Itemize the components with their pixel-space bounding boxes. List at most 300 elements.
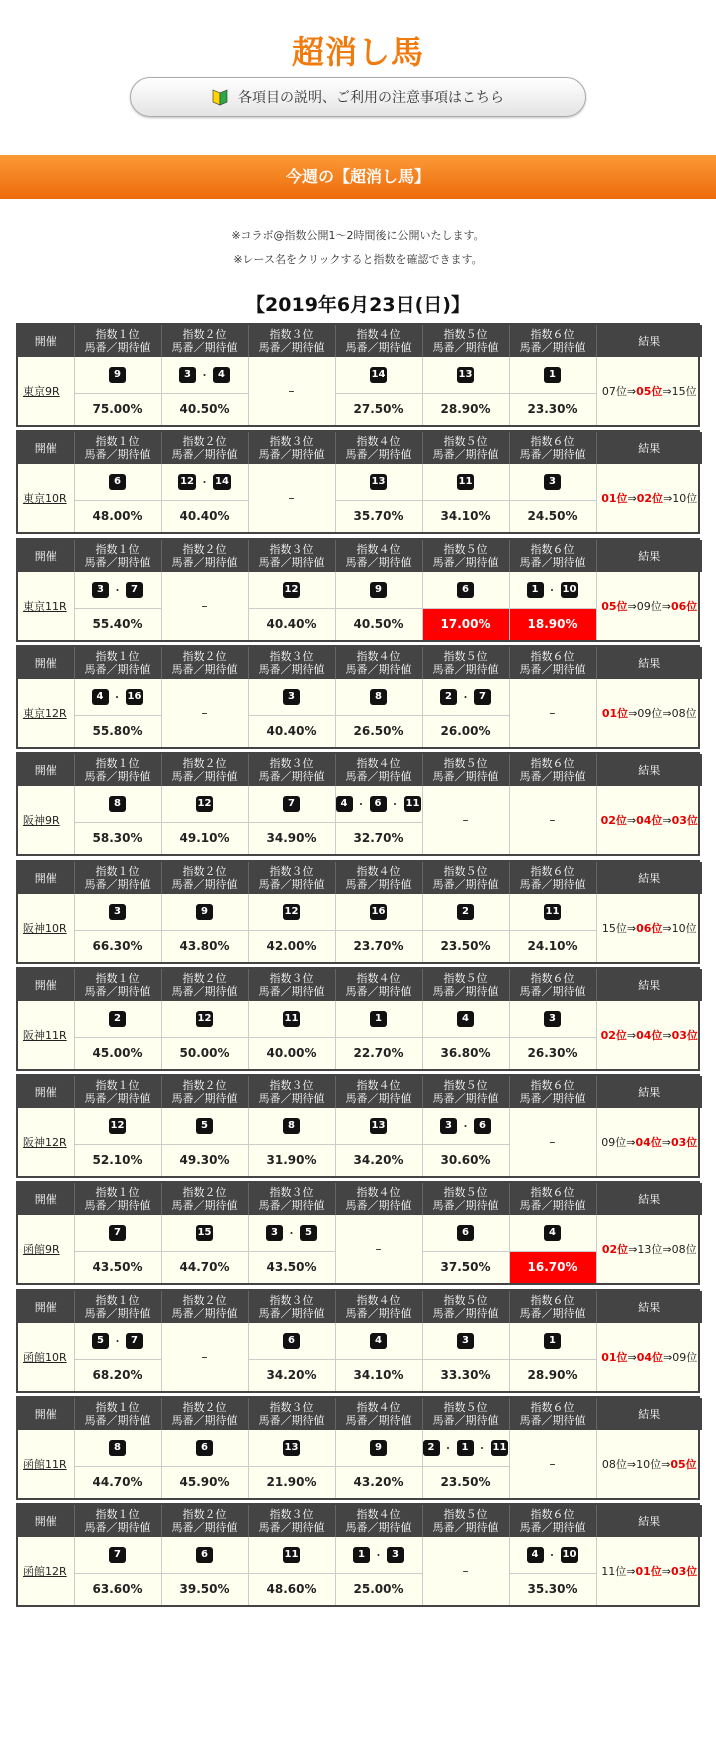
venue-cell [18,464,74,532]
header-rank-2 [161,325,248,357]
horse-number-badge: 6 [283,1333,300,1349]
header-rank-6 [509,862,596,894]
expected-value-cell: 39.50% [161,1573,248,1605]
horse-numbers-cell [248,1537,335,1573]
header-rank-sub: 馬番／期待値 [519,985,586,998]
header-rank-label: 指数３位 [269,650,314,663]
separator: ・ [460,690,471,704]
result-rank-highlight: 04位 [636,1029,663,1042]
race-link[interactable]: 阪神10R [23,922,67,935]
numbers-row [18,894,702,930]
horse-numbers-cell [248,679,335,715]
site-logo[interactable]: 超消し馬 [291,33,424,71]
result-text: 07位 [601,385,627,398]
expected-value-cell: 35.30% [509,1573,596,1605]
horse-number-badge: 3 [457,1333,474,1349]
race-table [16,752,700,856]
expected-value-cell: 34.20% [335,1144,422,1176]
header-rank-sub: 馬番／期待値 [432,1092,499,1105]
horse-number-badge: 12 [196,796,214,812]
header-rank-sub: 馬番／期待値 [84,341,151,354]
header-rank-4 [335,540,422,572]
race-link[interactable]: 東京9R [23,385,60,398]
expected-value-cell: 26.30% [509,1037,596,1069]
header-rank-5 [422,1183,509,1215]
horse-numbers-cell [509,894,596,930]
horse-numbers-cell [161,1215,248,1251]
result-rank-highlight: 06位 [636,922,663,935]
header-rank-6 [509,1076,596,1108]
header-rank-4 [335,432,422,464]
horse-number-badge: 4 [370,1333,387,1349]
expected-value-cell: 17.00% [422,608,509,640]
expected-value-cell: 23.50% [422,930,509,962]
expected-value-cell: 40.40% [248,715,335,747]
horse-numbers-cell [74,464,161,500]
header-rank-label: 指数４位 [356,757,401,770]
header-rank-2 [161,432,248,464]
empty-cell: – [422,1537,509,1605]
header-rank-label: 指数５位 [443,543,488,556]
race-link[interactable]: 東京12R [23,707,67,720]
result-text: ⇒ [626,385,637,398]
header-rank-sub: 馬番／期待値 [171,1521,238,1534]
header-rank-3 [248,1505,335,1537]
horse-number-badge: 8 [370,689,387,705]
header-rank-label: 指数１位 [95,1401,140,1414]
result-rank-highlight: 05位 [601,600,628,613]
empty-cell: – [161,1323,248,1391]
header-rank-label: 指数３位 [269,1401,314,1414]
result-cell [596,679,702,747]
horse-number-badge: 13 [370,474,388,490]
horse-numbers-cell [248,1323,335,1359]
result-rank-highlight: 01位 [635,1565,662,1578]
header-rank-label: 指数１位 [95,1079,140,1092]
header-rank-label: 指数５位 [443,1508,488,1521]
venue-cell [18,679,74,747]
header-rank-sub: 馬番／期待値 [432,448,499,461]
expected-value-cell: 36.80% [422,1037,509,1069]
header-rank-sub: 馬番／期待値 [171,1199,238,1212]
header-rank-label: 指数１位 [95,1508,140,1521]
separator: ・ [546,583,558,597]
horse-numbers-cell [161,786,248,822]
expected-value-cell: 40.50% [335,608,422,640]
horse-numbers-cell [74,894,161,930]
horse-number-badge: 1 [527,582,544,598]
header-rank-3 [248,432,335,464]
horse-number-badge: 7 [474,689,491,705]
header-rank-6 [509,432,596,464]
expected-value-cell: 43.20% [335,1466,422,1498]
horse-numbers-cell [161,1430,248,1466]
header-rank-sub: 馬番／期待値 [258,985,325,998]
header-rank-label: 指数２位 [182,435,227,448]
horse-number-badge: 12 [283,582,301,598]
header-rank-label: 指数２位 [182,1508,227,1521]
help-button[interactable] [130,77,586,117]
header-rank-label: 指数１位 [95,543,140,556]
header-result: 結果 [596,1183,702,1215]
expected-value-cell: 33.30% [422,1359,509,1391]
result-cell [596,464,702,532]
horse-numbers-cell [422,572,509,608]
separator: ・ [111,690,123,704]
header-rank-label: 指数２位 [182,543,227,556]
header-rank-label: 指数３位 [269,865,314,878]
header-rank-3 [248,969,335,1001]
header-rank-label: 指数３位 [269,1186,314,1199]
header-rank-sub: 馬番／期待値 [171,448,238,461]
result-cell [596,1537,702,1605]
numbers-row [18,786,702,822]
horse-number-badge: 3 [544,1011,561,1027]
horse-numbers-cell [509,572,596,608]
expected-value-cell: 24.10% [509,930,596,962]
header-rank-4 [335,1291,422,1323]
horse-numbers-cell [161,1108,248,1144]
header-rank-sub: 馬番／期待値 [432,663,499,676]
header-rank-6 [509,1398,596,1430]
separator: ・ [199,475,210,489]
horse-number-badge: 6 [457,582,474,598]
horse-number-badge: 11 [457,474,475,490]
horse-numbers-cell [161,1001,248,1037]
header-rank-sub: 馬番／期待値 [519,878,586,891]
race-table [16,645,700,749]
header-rank-label: 指数４位 [356,1401,401,1414]
header-rank-sub: 馬番／期待値 [258,1307,325,1320]
empty-cell: – [161,679,248,747]
header-rank-5 [422,1505,509,1537]
result-rank-highlight: 03位 [670,1565,698,1578]
header-rank-6 [509,754,596,786]
result-rank-highlight: 02位 [601,1243,629,1256]
header-rank-2 [161,1291,248,1323]
expected-value-cell: 40.40% [248,608,335,640]
horse-number-badge: 7 [283,796,300,812]
horse-number-badge: 11 [283,1547,301,1563]
horse-numbers-cell [509,1537,596,1573]
header-rank-2 [161,1398,248,1430]
header-rank-sub: 馬番／期待値 [171,663,238,676]
result-text: ⇒ [627,492,637,505]
horse-number-badge: 3 [92,582,109,598]
race-table [16,1181,700,1285]
venue-cell [18,1001,74,1069]
horse-number-badge: 3 [283,689,300,705]
header-rank-label: 指数３位 [269,435,314,448]
header-rank-label: 指数５位 [443,757,488,770]
horse-number-badge: 13 [457,367,475,383]
race-table [16,860,700,964]
horse-number-badge: 6 [370,796,387,812]
expected-value-cell: 31.90% [248,1144,335,1176]
header-venue: 開催 [18,969,74,1001]
race-link[interactable]: 函館10R [23,1351,67,1364]
empty-cell: – [509,1108,596,1176]
result-text: ⇒09位⇒ [627,600,671,613]
expected-value-cell: 40.00% [248,1037,335,1069]
beginner-mark-icon [212,88,228,106]
header-rank-label: 指数１位 [95,650,140,663]
header-rank-2 [161,1076,248,1108]
horse-numbers-cell [509,1001,596,1037]
header-rank-6 [509,325,596,357]
header-rank-label: 指数５位 [443,650,488,663]
expected-value-cell: 52.10% [74,1144,161,1176]
horse-numbers-cell [335,1323,422,1359]
header-rank-2 [161,1183,248,1215]
header-rank-sub: 馬番／期待値 [345,770,412,783]
header-rank-label: 指数２位 [182,1294,227,1307]
horse-number-badge: 11 [491,1440,509,1456]
empty-cell: – [248,357,335,425]
header-rank-sub: 馬番／期待値 [345,341,412,354]
expected-value-cell: 27.50% [335,393,422,425]
header-rank-label: 指数１位 [95,1186,140,1199]
header-rank-2 [161,1505,248,1537]
header-rank-5 [422,647,509,679]
horse-number-badge: 3 [266,1225,283,1241]
header-venue: 開催 [18,1076,74,1108]
header-rank-4 [335,325,422,357]
header-rank-sub: 馬番／期待値 [258,1199,325,1212]
header-rank-sub: 馬番／期待値 [258,770,325,783]
horse-number-badge: 5 [196,1118,213,1134]
result-rank-highlight: 02位 [600,1029,627,1042]
race-link[interactable]: 阪神12R [23,1136,67,1149]
horse-numbers-cell [422,464,509,500]
header-rank-sub: 馬番／期待値 [519,663,586,676]
result-text: ⇒ [626,1029,637,1042]
horse-numbers-cell [248,1108,335,1144]
race-table [16,1396,700,1500]
date-title: 【2019年6月23日(日)】 [246,294,470,316]
numbers-row [18,1323,702,1359]
result-text: ⇒ [662,1029,672,1042]
header-rank-sub: 馬番／期待値 [345,1307,412,1320]
expected-value-cell: 75.00% [74,393,161,425]
header-rank-1 [74,1183,161,1215]
header-rank-sub: 馬番／期待値 [519,1199,586,1212]
horse-numbers-cell [335,1108,422,1144]
race-link[interactable]: 函館9R [23,1243,60,1256]
expected-value-cell: 28.90% [509,1359,596,1391]
header-rank-sub: 馬番／期待値 [519,341,586,354]
horse-numbers-cell [509,1215,596,1251]
expected-value-cell: 50.00% [161,1037,248,1069]
venue-cell [18,1537,74,1605]
horse-number-badge: 9 [370,582,387,598]
result-text: ⇒09位⇒08位 [628,707,697,720]
horse-numbers-cell [74,1001,161,1037]
separator: ・ [355,797,367,811]
header-rank-sub: 馬番／期待値 [84,1199,151,1212]
race-link[interactable]: 函館12R [23,1565,67,1578]
expected-value-cell: 35.70% [335,500,422,532]
horse-number-badge: 9 [196,904,213,920]
result-text: ⇒10位 [663,492,698,505]
header-rank-1 [74,1398,161,1430]
horse-number-badge: 4 [544,1225,561,1241]
horse-numbers-cell [422,1215,509,1251]
header-rank-label: 指数６位 [530,1186,575,1199]
header-rank-sub: 馬番／期待値 [345,878,412,891]
header-rank-6 [509,1505,596,1537]
header-rank-sub: 馬番／期待値 [432,1414,499,1427]
header-rank-5 [422,1398,509,1430]
horse-numbers-cell [335,679,422,715]
result-rank-highlight: 05位 [636,385,663,398]
venue-cell [18,1430,74,1498]
separator: ・ [112,1334,123,1348]
header-rank-3 [248,1398,335,1430]
result-cell [596,1323,702,1391]
horse-numbers-cell [509,357,596,393]
horse-number-badge: 8 [109,796,126,812]
race-link[interactable]: 東京11R [23,600,67,613]
header-rank-1 [74,540,161,572]
separator: ・ [389,797,401,811]
result-rank-highlight: 01位 [601,707,629,720]
header-venue: 開催 [18,862,74,894]
horse-number-badge: 8 [283,1118,300,1134]
horse-number-badge: 3 [440,1118,457,1134]
horse-numbers-cell [422,1001,509,1037]
result-text: 15位⇒ [601,922,637,935]
header-rank-sub: 馬番／期待値 [258,448,325,461]
horse-number-badge: 2 [109,1011,126,1027]
expected-value-cell: 32.70% [335,822,422,854]
separator: ・ [546,1548,558,1562]
header-rank-sub: 馬番／期待値 [84,985,151,998]
expected-value-cell: 44.70% [161,1251,248,1283]
horse-number-badge: 10 [561,582,579,598]
header-rank-sub: 馬番／期待値 [345,663,412,676]
header-rank-sub: 馬番／期待値 [84,1521,151,1534]
header-rank-label: 指数５位 [443,1079,488,1092]
header-rank-label: 指数４位 [356,328,401,341]
header-rank-3 [248,1183,335,1215]
header-rank-sub: 馬番／期待値 [519,1521,586,1534]
header-rank-label: 指数３位 [269,1079,314,1092]
result-text: ⇒ [662,814,672,827]
numbers-row [18,1430,702,1466]
expected-value-cell: 25.00% [335,1573,422,1605]
result-text: ⇒13位⇒08位 [628,1243,697,1256]
result-rank-highlight: 06位 [670,600,698,613]
horse-numbers-cell [335,894,422,930]
expected-value-cell: 40.40% [161,500,248,532]
numbers-row [18,679,702,715]
header-rank-label: 指数５位 [443,972,488,985]
note-line: ※レース名をクリックすると指数を確認できます。 [233,253,483,266]
header-rank-sub: 馬番／期待値 [432,556,499,569]
horse-number-badge: 2 [457,904,474,920]
race-link[interactable]: 阪神11R [23,1029,67,1042]
numbers-row [18,1001,702,1037]
header-rank-1 [74,754,161,786]
race-link[interactable]: 阪神9R [23,814,60,827]
expected-value-cell: 40.50% [161,393,248,425]
header-rank-label: 指数３位 [269,972,314,985]
horse-numbers-cell [335,464,422,500]
result-text: 08位⇒10位⇒ [601,1458,671,1471]
result-text: ⇒ [661,1136,671,1149]
horse-numbers-cell [248,1215,335,1251]
header-rank-label: 指数６位 [530,1508,575,1521]
header-rank-4 [335,647,422,679]
header-rank-label: 指数１位 [95,328,140,341]
result-rank-highlight: 04位 [636,814,663,827]
header-rank-sub: 馬番／期待値 [258,878,325,891]
header-rank-5 [422,540,509,572]
result-rank-highlight: 02位 [636,492,664,505]
expected-value-cell: 37.50% [422,1251,509,1283]
expected-value-cell: 22.70% [335,1037,422,1069]
horse-number-badge: 2 [440,689,457,705]
venue-cell [18,786,74,854]
header-venue: 開催 [18,540,74,572]
result-text: ⇒15位 [662,385,697,398]
header-rank-sub: 馬番／期待値 [84,1307,151,1320]
header-rank-1 [74,1291,161,1323]
expected-value-cell: 34.10% [335,1359,422,1391]
header-rank-sub: 馬番／期待値 [258,1521,325,1534]
header-rank-6 [509,1291,596,1323]
header-rank-label: 指数１位 [95,865,140,878]
separator: ・ [460,1119,471,1133]
header-venue: 開催 [18,1398,74,1430]
header-rank-4 [335,1398,422,1430]
horse-number-badge: 3 [544,474,561,490]
header-rank-6 [509,969,596,1001]
separator: ・ [112,583,123,597]
horse-number-badge: 12 [196,1011,214,1027]
result-text: 09位⇒ [601,1136,636,1149]
header-rank-sub: 馬番／期待値 [258,663,325,676]
expected-value-cell: 30.60% [422,1144,509,1176]
header-rank-sub: 馬番／期待値 [171,1307,238,1320]
expected-value-cell: 26.00% [422,715,509,747]
expected-value-cell: 49.10% [161,822,248,854]
empty-cell: – [422,786,509,854]
header-rank-1 [74,862,161,894]
horse-numbers-cell [74,572,161,608]
horse-number-badge: 1 [370,1011,387,1027]
header-rank-5 [422,862,509,894]
separator: ・ [373,1548,384,1562]
header-rank-sub: 馬番／期待値 [345,448,412,461]
race-link[interactable]: 函館11R [23,1458,67,1471]
race-link[interactable]: 東京10R [23,492,67,505]
empty-cell: – [509,679,596,747]
header-rank-label: 指数５位 [443,328,488,341]
header-rank-label: 指数２位 [182,1079,227,1092]
result-text: ⇒ [661,1565,671,1578]
expected-value-cell: 43.80% [161,930,248,962]
header-rank-sub: 馬番／期待値 [345,985,412,998]
header-rank-sub: 馬番／期待値 [258,341,325,354]
expected-value-cell: 58.30% [74,822,161,854]
header-rank-1 [74,647,161,679]
header-rank-label: 指数２位 [182,757,227,770]
header-rank-5 [422,1291,509,1323]
section-title: 今週の【超消し馬】 [0,155,716,199]
expected-value-cell: 48.00% [74,500,161,532]
